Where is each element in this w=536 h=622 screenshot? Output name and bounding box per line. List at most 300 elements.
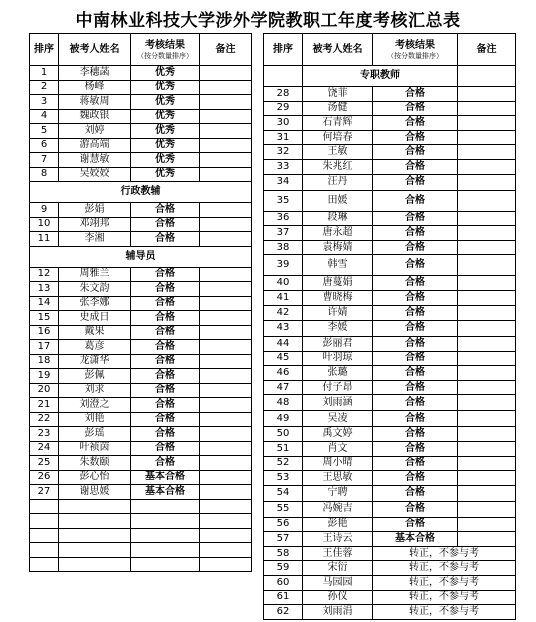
row-result: 合格 [373,320,458,336]
empty-row [30,528,252,543]
row-name: 曹晓梅 [303,291,373,306]
table-row [264,336,516,351]
row-result: 合格 [373,255,458,276]
row-seq: 54 [264,485,303,501]
row-remark [458,366,516,381]
row-seq: 31 [264,130,303,145]
table-row [264,174,516,190]
row-seq: 1 [30,66,59,81]
table-row [264,471,516,486]
table-row [264,351,516,366]
table-row [30,167,252,182]
table-row [264,395,516,411]
row-name: 谢思媛 [59,485,131,500]
header-result [131,34,200,66]
row-seq: 3 [30,95,59,110]
row-result: 合格 [131,232,200,247]
row-name: 朱文韵 [59,282,131,297]
table-row [264,306,516,321]
right-table [263,33,516,620]
row-remark: 转正，不参与考 [373,546,516,561]
row-result: 合格 [131,267,200,282]
section-blank-seq [264,66,303,87]
table-row [264,517,516,532]
row-remark [458,159,516,174]
row-name: 李湘 [59,232,131,247]
row-remark [458,441,516,456]
row-name: 刘雨涓 [303,605,373,620]
row-remark [200,340,252,355]
section-title-counselor: 辅导员 [30,246,252,267]
row-result: 合格 [131,282,200,297]
row-result: 合格 [373,145,458,160]
row-seq: 38 [264,240,303,255]
row-name: 朱兆红 [303,159,373,174]
table-row [30,282,252,297]
row-remark [458,116,516,131]
table-row [264,159,516,174]
row-result: 合格 [373,427,458,442]
table-row [264,320,516,336]
row-remark [458,306,516,321]
header-seq: 排序 [30,34,59,66]
row-name: 孙仪 [303,590,373,605]
table-row [264,441,516,456]
empty-cell [30,557,59,572]
empty-cell [131,514,200,529]
empty-cell [30,528,59,543]
row-seq: 43 [264,320,303,336]
row-name: 刘婷 [59,124,131,139]
table-row [30,325,252,340]
row-seq: 21 [30,398,59,413]
table-row [30,232,252,247]
header-name: 被考人姓名 [303,34,373,66]
row-result: 合格 [131,325,200,340]
row-name: 周小晴 [303,456,373,471]
row-seq: 52 [264,456,303,471]
table-row [264,366,516,381]
row-name: 刘求 [59,383,131,398]
row-name: 宋衍 [303,561,373,576]
row-seq: 14 [30,296,59,311]
section-title-admin: 行政教辅 [30,182,252,203]
row-name: 吴姣姣 [59,167,131,182]
row-remark [458,532,516,547]
row-result: 合格 [373,101,458,116]
row-name: 冯婉吉 [303,501,373,517]
row-result: 基本合格 [131,485,200,500]
row-remark [458,211,516,226]
table-row [264,546,516,561]
table-row [30,80,252,95]
table-row [30,267,252,282]
row-seq: 7 [30,153,59,168]
row-name: 魏政银 [59,109,131,124]
row-name: 石青辉 [303,116,373,131]
row-name: 饶菲 [303,87,373,102]
row-result: 合格 [373,190,458,211]
row-result: 合格 [373,174,458,190]
table-row [264,255,516,276]
row-result: 合格 [373,485,458,501]
row-seq: 33 [264,159,303,174]
table-row [30,109,252,124]
table-row [264,116,516,131]
row-name: 彭艳 [303,517,373,532]
row-remark [200,282,252,297]
row-remark [200,325,252,340]
row-name: 戴果 [59,325,131,340]
row-remark [458,190,516,211]
header-result [373,34,458,66]
row-seq: 25 [30,456,59,471]
row-name: 张李娜 [59,296,131,311]
row-remark: 转正，不参与考 [373,590,516,605]
table-row [264,561,516,576]
table-row [30,66,252,81]
row-seq: 36 [264,211,303,226]
row-seq: 56 [264,517,303,532]
row-result: 合格 [373,501,458,517]
row-result: 基本合格 [373,532,458,547]
table-row [264,226,516,241]
row-seq: 20 [30,383,59,398]
row-name: 彭瑶 [59,427,131,442]
row-seq: 53 [264,471,303,486]
row-seq: 9 [30,203,59,218]
row-result: 合格 [373,130,458,145]
row-seq: 17 [30,340,59,355]
table-row [30,485,252,500]
row-name: 李穗菡 [59,66,131,81]
row-remark [458,427,516,442]
row-result: 优秀 [131,95,200,110]
table-row [264,456,516,471]
row-remark [200,138,252,153]
row-name: 王思敏 [303,471,373,486]
row-remark [458,174,516,190]
row-remark [458,291,516,306]
row-name: 汪丹 [303,174,373,190]
empty-cell [200,543,252,558]
header-result-sub: （按分数量排序） [387,51,443,60]
row-result: 基本合格 [131,470,200,485]
row-result: 优秀 [131,124,200,139]
row-result: 合格 [373,276,458,291]
row-name: 唐永超 [303,226,373,241]
row-remark [458,130,516,145]
header-remark: 备注 [458,34,516,66]
row-name: 马园园 [303,576,373,591]
row-result: 合格 [373,395,458,411]
row-name: 韩雪 [303,255,373,276]
row-remark [458,471,516,486]
row-result: 优秀 [131,80,200,95]
row-seq: 41 [264,291,303,306]
section-blank-remark [458,66,516,87]
row-result: 合格 [373,226,458,241]
row-remark [200,412,252,427]
row-remark [200,456,252,471]
empty-cell [200,528,252,543]
table-row [264,211,516,226]
table-row [30,124,252,139]
row-result: 合格 [373,291,458,306]
row-remark [200,109,252,124]
row-remark [200,485,252,500]
row-name: 彭佩 [59,369,131,384]
row-remark [458,501,516,517]
row-result: 合格 [373,471,458,486]
empty-cell [59,543,131,558]
row-name: 何培春 [303,130,373,145]
row-result: 优秀 [131,167,200,182]
row-name: 叶祯茵 [59,441,131,456]
table-row [264,590,516,605]
row-result: 合格 [131,311,200,326]
row-seq: 6 [30,138,59,153]
row-remark [200,398,252,413]
row-remark [200,124,252,139]
empty-row [30,514,252,529]
row-result: 合格 [131,456,200,471]
row-remark [200,203,252,218]
row-seq: 26 [30,470,59,485]
table-row [30,456,252,471]
row-remark [200,441,252,456]
table-row [264,411,516,427]
row-remark [458,456,516,471]
row-name: 彭心怡 [59,470,131,485]
table-row [30,340,252,355]
row-seq: 16 [30,325,59,340]
row-remark [458,517,516,532]
row-remark [200,267,252,282]
section-row [264,66,516,87]
row-seq: 5 [30,124,59,139]
table-row [264,291,516,306]
empty-cell [59,528,131,543]
row-name: 周雅兰 [59,267,131,282]
row-remark [200,153,252,168]
row-name: 付子昂 [303,380,373,395]
row-name: 许婧 [303,306,373,321]
table-row [30,296,252,311]
empty-cell [30,543,59,558]
row-result: 合格 [131,369,200,384]
row-name: 袁梅婧 [303,240,373,255]
empty-row [30,499,252,514]
row-name: 叶羽琼 [303,351,373,366]
row-seq: 13 [30,282,59,297]
empty-cell [30,514,59,529]
row-seq: 27 [30,485,59,500]
table-row [264,87,516,102]
row-remark [200,354,252,369]
empty-cell [200,499,252,514]
table-row [264,427,516,442]
row-seq: 4 [30,109,59,124]
row-seq: 19 [30,369,59,384]
table-row [30,311,252,326]
row-name: 朱数颐 [59,456,131,471]
row-name: 王佳蓉 [303,546,373,561]
row-name: 蒋敏周 [59,95,131,110]
row-name: 汤健 [303,101,373,116]
table-row [30,138,252,153]
row-name: 彭丽君 [303,336,373,351]
row-seq: 48 [264,395,303,411]
table-row [30,95,252,110]
table-row [264,130,516,145]
row-seq: 50 [264,427,303,442]
row-seq: 45 [264,351,303,366]
empty-cell [30,499,59,514]
row-seq: 60 [264,576,303,591]
row-result: 合格 [373,116,458,131]
row-seq: 58 [264,546,303,561]
row-name: 李媛 [303,320,373,336]
row-remark [458,380,516,395]
row-remark [458,411,516,427]
row-result: 优秀 [131,109,200,124]
header-name: 被考人姓名 [59,34,131,66]
table-header-row [264,34,516,66]
row-result: 合格 [131,412,200,427]
section-row [30,182,252,203]
row-seq: 15 [30,311,59,326]
table-row [264,190,516,211]
row-remark [200,217,252,232]
row-name: 禹文婷 [303,427,373,442]
row-seq: 47 [264,380,303,395]
row-name: 葛彦 [59,340,131,355]
row-name: 肖文 [303,441,373,456]
table-row [264,485,516,501]
section-row [30,246,252,267]
row-result: 优秀 [131,153,200,168]
row-result: 合格 [373,517,458,532]
row-result: 合格 [373,211,458,226]
row-result: 合格 [131,354,200,369]
row-seq: 61 [264,590,303,605]
table-row [264,145,516,160]
row-remark [200,383,252,398]
row-name: 龙潇华 [59,354,131,369]
empty-row [30,557,252,572]
header-seq: 排序 [264,34,303,66]
row-remark [200,232,252,247]
row-seq: 28 [264,87,303,102]
row-name: 张璐 [303,366,373,381]
row-remark [458,276,516,291]
row-result: 优秀 [131,66,200,81]
row-remark: 转正，不参与考 [373,576,516,591]
row-seq: 18 [30,354,59,369]
row-seq: 30 [264,116,303,131]
table-row [30,441,252,456]
left-table [29,33,252,572]
row-remark [458,485,516,501]
row-name: 邓翊邦 [59,217,131,232]
row-remark [200,66,252,81]
table-row [264,501,516,517]
row-remark [458,226,516,241]
section-title-faculty: 专职教师 [303,66,458,87]
row-remark [458,395,516,411]
table-row [30,470,252,485]
row-remark [200,167,252,182]
row-result: 合格 [131,203,200,218]
row-result: 合格 [373,159,458,174]
table-row [264,576,516,591]
row-name: 杨峰 [59,80,131,95]
row-seq: 59 [264,561,303,576]
table-row [30,354,252,369]
table-row [30,369,252,384]
row-seq: 37 [264,226,303,241]
table-row [30,153,252,168]
row-seq: 34 [264,174,303,190]
row-result: 合格 [373,240,458,255]
row-seq: 44 [264,336,303,351]
header-result-label: 考核结果 [145,39,185,51]
table-row [264,605,516,620]
empty-cell [59,514,131,529]
row-seq: 23 [30,427,59,442]
row-remark [200,470,252,485]
table-header-row [30,34,252,66]
row-remark [200,427,252,442]
row-seq: 55 [264,501,303,517]
row-name: 吴凌 [303,411,373,427]
table-row [30,383,252,398]
row-name: 田媛 [303,190,373,211]
table-row [30,398,252,413]
row-seq: 24 [30,441,59,456]
row-remark: 转正，不参与考 [373,605,516,620]
row-seq: 39 [264,255,303,276]
row-name: 刘雨涵 [303,395,373,411]
table-row [30,412,252,427]
row-result: 合格 [131,398,200,413]
row-remark [458,320,516,336]
row-result: 合格 [373,366,458,381]
empty-cell [131,557,200,572]
row-result: 合格 [373,306,458,321]
row-name: 刘艳 [59,412,131,427]
empty-cell [131,499,200,514]
table-row [264,240,516,255]
row-name: 王敏 [303,145,373,160]
row-seq: 8 [30,167,59,182]
row-seq: 11 [30,232,59,247]
row-seq: 42 [264,306,303,321]
row-remark [458,240,516,255]
row-seq: 40 [264,276,303,291]
row-remark [200,311,252,326]
row-result: 优秀 [131,138,200,153]
empty-cell [200,557,252,572]
row-remark [458,87,516,102]
row-result: 合格 [373,87,458,102]
row-remark [458,145,516,160]
table-row [30,217,252,232]
empty-row [30,543,252,558]
row-seq: 2 [30,80,59,95]
page-title: 中南林业科技大学涉外学院教职工年度考核汇总表 [75,11,461,31]
